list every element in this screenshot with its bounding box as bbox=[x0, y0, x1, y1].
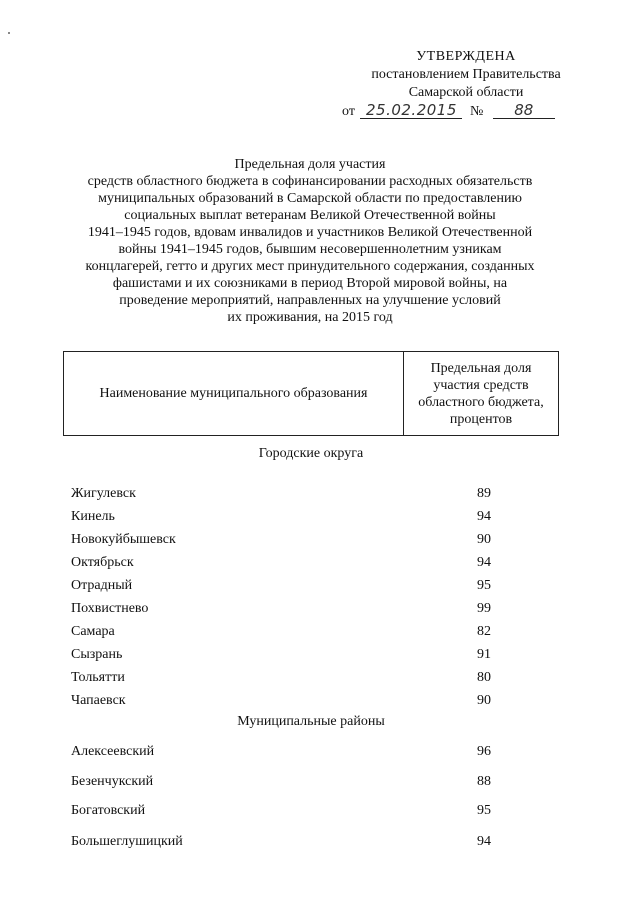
handwritten-date: 25.02.2015 bbox=[360, 102, 462, 119]
table-row bbox=[71, 531, 491, 549]
row-name: Самара bbox=[71, 624, 115, 639]
row-name: Большеглушицкий bbox=[71, 834, 183, 849]
row-value: 90 bbox=[477, 693, 491, 708]
from-label: от bbox=[342, 104, 355, 119]
row-name: Богатовский bbox=[71, 803, 146, 818]
column-header-name: Наименование муниципального образования bbox=[64, 352, 404, 435]
row-value: 91 bbox=[477, 647, 491, 662]
row-name: Тольятти bbox=[71, 670, 125, 685]
caption-line: войны 1941–1945 годов, бывшим несовершеннолетним узникам bbox=[118, 242, 502, 257]
caption-line: социальных выплат ветеранам Великой Отечественной войны bbox=[124, 208, 496, 223]
approval-line-1: постановлением Правительства bbox=[371, 67, 561, 82]
table-row bbox=[71, 577, 491, 595]
row-name: Алексеевский bbox=[71, 744, 155, 759]
document-caption bbox=[60, 156, 560, 326]
column-header-share-line: участия средств bbox=[433, 377, 529, 393]
row-name: Отрадный bbox=[71, 578, 133, 593]
section-heading-districts: Муниципальные районы bbox=[237, 714, 385, 729]
row-value: 94 bbox=[477, 834, 491, 849]
row-value: 88 bbox=[477, 774, 491, 789]
caption-line: фашистами и их союзниками в период Второй мировой войны, на bbox=[112, 276, 508, 291]
caption-line: их проживания, на 2015 год bbox=[227, 310, 393, 325]
row-value: 80 bbox=[477, 670, 491, 685]
column-header-share-line: Предельная доля bbox=[430, 360, 532, 376]
row-value: 94 bbox=[477, 555, 491, 570]
table-row bbox=[71, 802, 491, 820]
row-value: 95 bbox=[477, 803, 491, 818]
table-row bbox=[71, 600, 491, 618]
table-header bbox=[63, 351, 559, 436]
row-value: 94 bbox=[477, 509, 491, 524]
column-header-share bbox=[404, 352, 558, 435]
row-name: Кинель bbox=[71, 509, 115, 524]
row-value: 89 bbox=[477, 486, 491, 501]
table-row bbox=[71, 485, 491, 503]
row-value: 99 bbox=[477, 601, 491, 616]
approval-stamp bbox=[336, 48, 596, 121]
caption-line: 1941–1945 годов, вдовам инвалидов и участников Великой Отечественной bbox=[87, 225, 533, 240]
row-value: 95 bbox=[477, 578, 491, 593]
table-row bbox=[71, 554, 491, 572]
row-name: Новокуйбышевск bbox=[71, 532, 176, 547]
caption-line: Предельная доля участия bbox=[234, 157, 386, 172]
row-name: Октябрьск bbox=[71, 555, 134, 570]
approval-dateline bbox=[336, 102, 596, 121]
table-row bbox=[71, 623, 491, 641]
table-row bbox=[71, 833, 491, 851]
row-value: 90 bbox=[477, 532, 491, 547]
row-name: Чапаевск bbox=[71, 693, 126, 708]
row-name: Похвистнево bbox=[71, 601, 149, 616]
column-header-share-line: областного бюджета, bbox=[418, 394, 544, 410]
caption-line: средств областного бюджета в софинансировании расходных обязательств bbox=[87, 174, 533, 189]
scan-speck bbox=[8, 32, 10, 34]
caption-line: проведение мероприятий, направленных на улучшение условий bbox=[119, 293, 501, 308]
approval-title: УТВЕРЖДЕНА bbox=[416, 49, 516, 64]
section-heading-city: Городские округа bbox=[258, 446, 364, 461]
caption-line: муниципальных образований в Самарской области по предоставлению bbox=[98, 191, 522, 206]
row-name: Жигулевск bbox=[71, 486, 136, 501]
row-value: 96 bbox=[477, 744, 491, 759]
table-row bbox=[71, 508, 491, 526]
handwritten-number: 88 bbox=[493, 102, 555, 119]
table-row bbox=[71, 773, 491, 791]
row-name: Безенчукский bbox=[71, 774, 154, 789]
column-header-share-line: процентов bbox=[449, 411, 513, 427]
approval-line-2: Самарской области bbox=[408, 85, 524, 100]
table-row bbox=[71, 692, 491, 710]
row-name: Сызрань bbox=[71, 647, 123, 662]
table-row bbox=[71, 743, 491, 761]
caption-line: концлагерей, гетто и других мест принудительного содержания, созданных bbox=[85, 259, 535, 274]
table-row bbox=[71, 646, 491, 664]
table-row bbox=[71, 669, 491, 687]
row-value: 82 bbox=[477, 624, 491, 639]
number-label: № bbox=[469, 104, 484, 119]
